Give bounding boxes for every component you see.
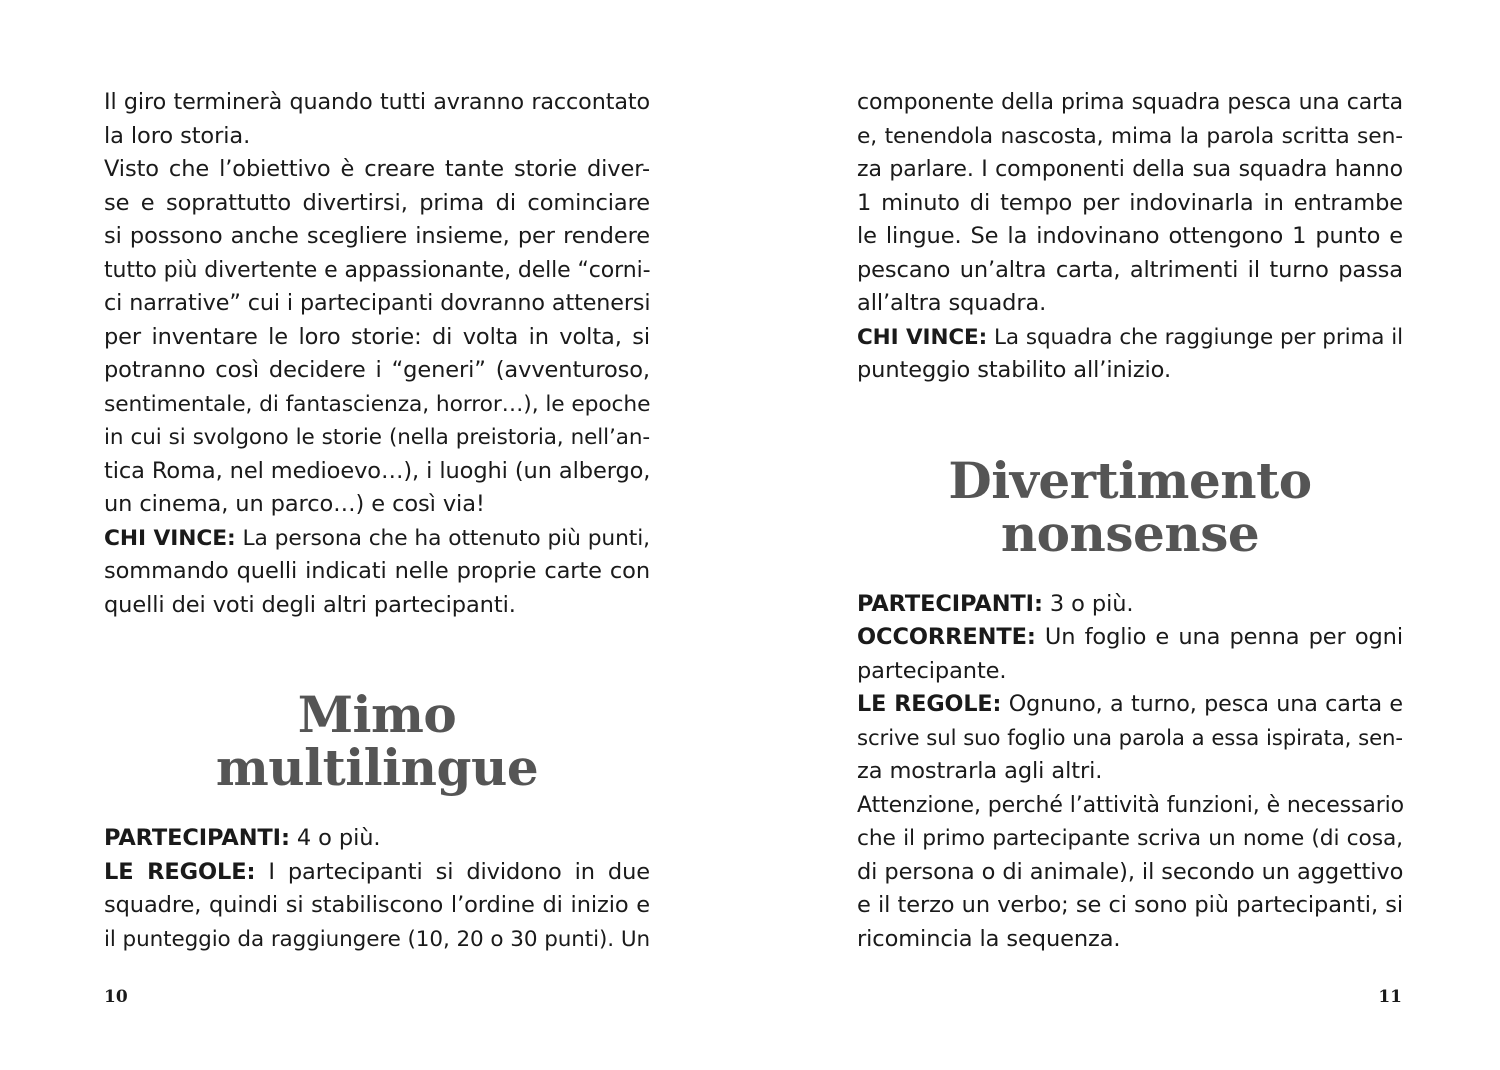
body-line: sommando quelli indicati nelle proprie carte con [104,558,650,584]
partecipanti-line [104,822,650,856]
body-line: potranno così decidere i “generi” (avventuroso, [104,357,650,383]
body-line: in cui si svolgono le storie (nella preistoria, nell’an- [104,425,650,450]
page-number: 10 [104,987,128,1007]
body-line: squadre, quindi si stabiliscono l’ordine di inizio e [104,892,650,918]
right-page [750,0,1500,1070]
body-line: ci narrative” cui i partecipanti dovranno attenersi [104,290,651,316]
chi-vince-text: La squadra che raggiunge per prima il [994,324,1403,350]
body-line: quelli dei voti degli altri partecipanti. [104,591,516,618]
body-line: di persona o di animale), il secondo un aggettivo [857,858,1404,885]
body-line: tica Roma, nel medioevo…), i luoghi (un albergo, [104,457,651,484]
partecipanti-text: 4 o più. [296,825,381,851]
partecipanti-text: 3 o più. [1049,590,1134,617]
regole-label: LE REGOLE: [857,691,1002,717]
body-line: 1 minuto di tempo per indovinarla in entrambe [857,189,1403,216]
body-line: per inventare le loro storie: di volta in volta, si [104,323,650,350]
chi-vince-label: CHI VINCE: [104,525,236,551]
section-title-line-1: Divertimento [948,451,1312,510]
body-line: za mostrarla agli altri. [857,758,1103,784]
body-line: le lingue. Se la indovinano ottengono 1 punto e [857,223,1403,249]
body-line: all’altra squadra. [857,290,1047,316]
body-line: Attenzione, perché l’attività funzioni, è necessario [857,792,1405,818]
regole-label: LE REGOLE: [104,858,256,885]
body-line: se e soprattutto divertirsi, prima di cominciare [104,189,650,216]
body-line: il punteggio da raggiungere (10, 20 o 30 punti). Un [104,926,650,952]
section-title-line-2: nonsense [1000,504,1260,563]
body-line: punteggio stabilito all’inizio. [857,357,1171,383]
body-line: e il terzo un verbo; se ci sono più partecipanti, si [857,892,1403,918]
section-title-line-1: Mimo [297,685,457,744]
body-line: Visto che l’obiettivo è creare tante storie diver- [104,156,650,182]
body-line: componente della prima squadra pesca una carta [857,90,1403,115]
body-line: Il giro terminerà quando tutti avranno raccontato [104,89,650,115]
body-line: partecipante. [857,657,1007,684]
regole-line [104,856,650,890]
regole-line [857,688,1403,722]
chi-vince-text: La persona che ha ottenuto più punti, [242,525,650,551]
body-line: che il primo partecipante scriva un nome (di cosa, [857,826,1403,851]
body-line: pescano un’altra carta, altrimenti il turno passa [857,256,1403,283]
chi-vince-line [857,321,1403,355]
occorrente-label: OCCORRENTE: [857,624,1036,650]
body-line: la loro storia. [104,122,251,149]
regole-text: I partecipanti si dividono in due [268,858,650,885]
section-title-line-2: multilingue [215,738,539,797]
partecipanti-line [857,588,1403,622]
body-line: e, tenendola nascosta, mima la parola scritta sen- [857,123,1403,149]
occorrente-text: Un foglio e una penna per ogni [1044,624,1403,650]
body-line: si possono anche scegliere insieme, per rendere [104,223,650,249]
occorrente-line [857,621,1403,655]
partecipanti-label: PARTECIPANTI: [857,590,1043,617]
partecipanti-label: PARTECIPANTI: [104,825,290,851]
body-line: un cinema, un parco…) e così via! [104,491,485,517]
page-number: 11 [1378,987,1402,1007]
chi-vince-line [104,522,650,556]
body-line: za parlare. I componenti della sua squadra hanno [857,157,1403,182]
body-line: scrive sul suo foglio una parola a essa ispirata, sen- [857,725,1403,751]
chi-vince-label: CHI VINCE: [857,324,988,350]
regole-text: Ognuno, a turno, pesca una carta e [1008,691,1403,717]
body-line: sentimentale, di fantascienza, horror…), le epoche [104,391,651,417]
body-line: ricomincia la sequenza. [857,925,1121,952]
body-line: tutto più divertente e appassionante, delle “corni- [104,257,651,283]
